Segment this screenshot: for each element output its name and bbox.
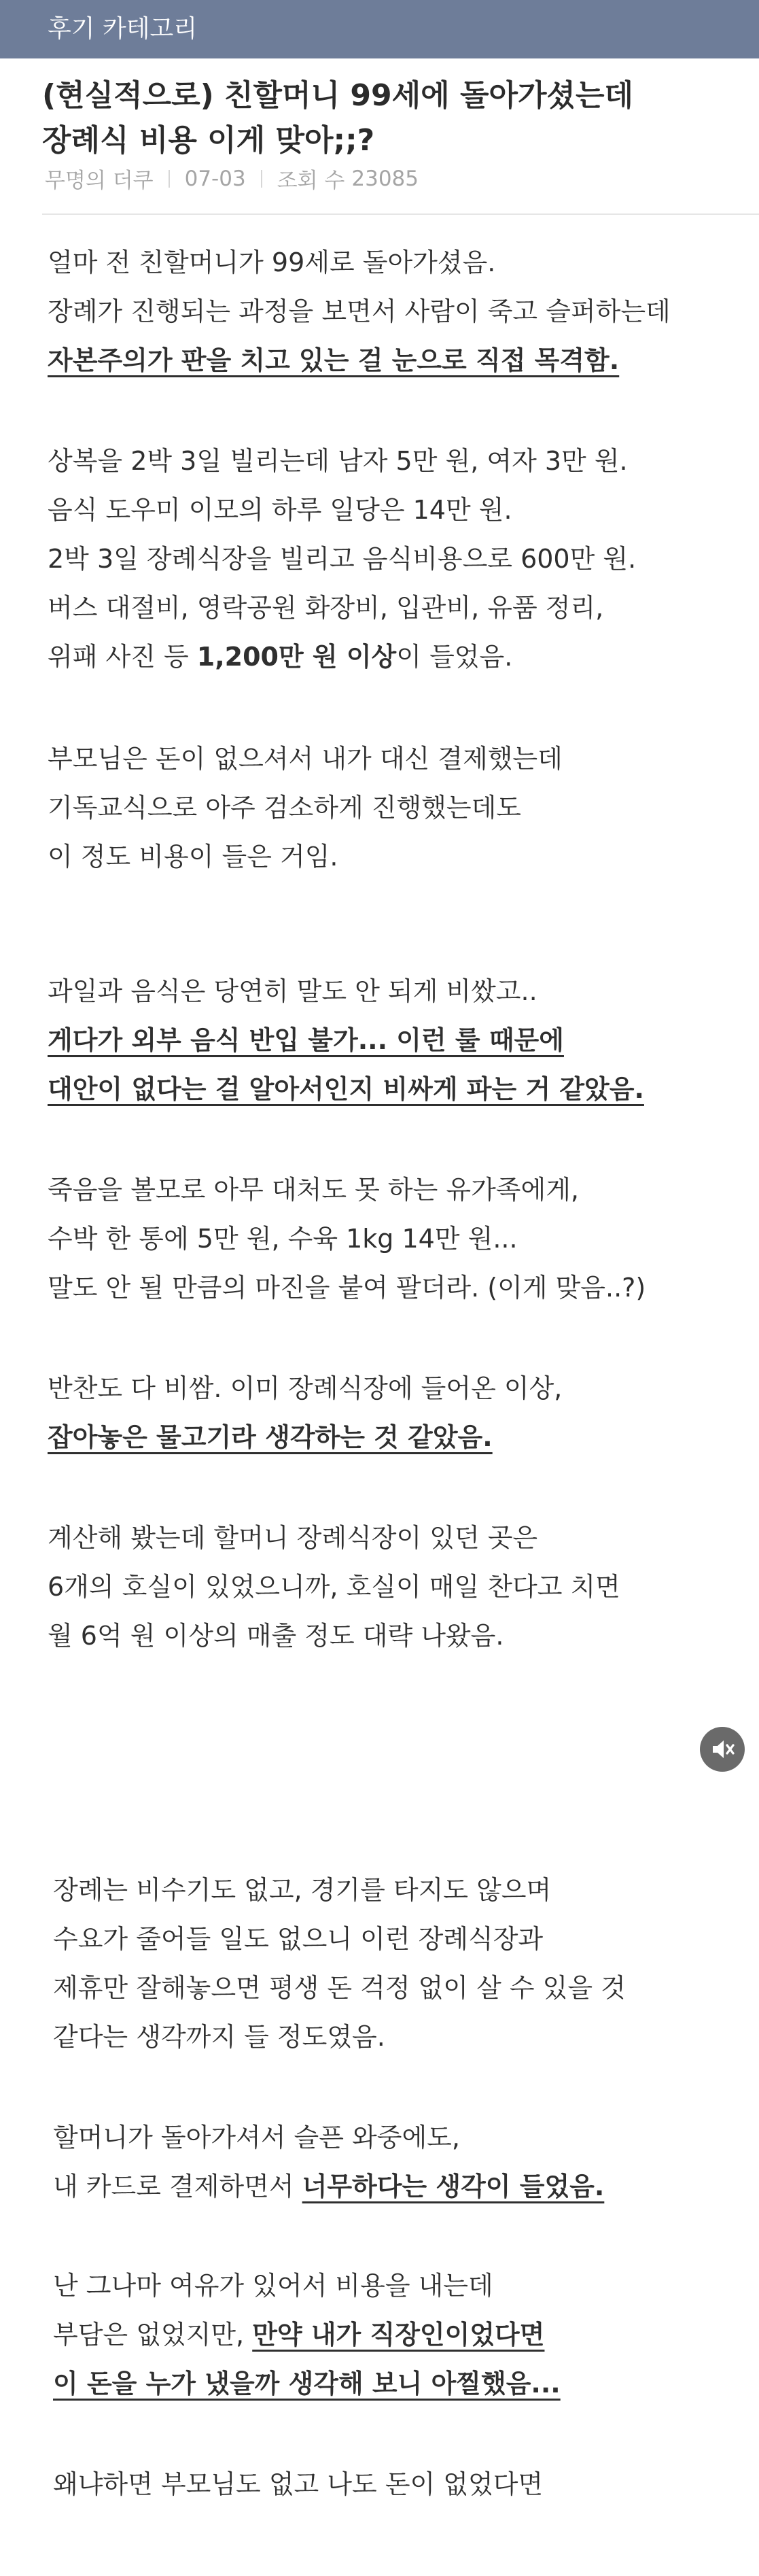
post-title bbox=[42, 73, 735, 163]
post-title-line: (현실적으로) 친할머니 99세에 돌아가셨는데 bbox=[42, 78, 633, 113]
body-line: 얼마 전 친할머니가 99세로 돌아가셨음. bbox=[48, 247, 496, 277]
body-line: 기독교식으로 아주 검소하게 진행했는데도 bbox=[48, 793, 521, 823]
body-line bbox=[53, 2167, 604, 2205]
body-line: 왜냐하면 부모님도 없고 나도 돈이 없었다면 bbox=[53, 2469, 544, 2499]
body-line: 반찬도 다 비쌈. 이미 장례식장에 들어온 이상, bbox=[48, 1373, 563, 1403]
body-line: 제휴만 잘해놓으면 평생 돈 걱정 없이 살 수 있을 것 bbox=[53, 1973, 626, 2003]
body-line: 과일과 음식은 당연히 말도 안 되게 비쌌고.. bbox=[48, 976, 537, 1006]
body-line: 계산해 봤는데 할머니 장례식장이 있던 곳은 bbox=[48, 1523, 538, 1553]
emphasis-line: 게다가 외부 음식 반입 불가... 이런 룰 때문에 bbox=[48, 1025, 564, 1055]
post-date: 07-03 bbox=[184, 166, 246, 191]
body-line: 난 그나마 여유가 있어서 비용을 내는데 bbox=[53, 2271, 493, 2301]
body-line: 같다는 생각까지 들 정도였음. bbox=[53, 2022, 385, 2052]
body-line: 2박 3일 장례식장을 빌리고 음식비용으로 600만 원. bbox=[48, 544, 637, 574]
body-line: 버스 대절비, 영락공원 화장비, 입관비, 유품 정리, bbox=[48, 593, 604, 623]
body-line: 음식 도우미 이모의 하루 일당은 14만 원. bbox=[48, 495, 512, 525]
body-line: 장례가 진행되는 과정을 보면서 사람이 죽고 슬퍼하는데 bbox=[48, 296, 671, 326]
meta-divider bbox=[169, 170, 170, 188]
emphasis-text: 만약 내가 직장인이었다면 bbox=[252, 2320, 545, 2350]
body-line: 말도 안 될 만큼의 마진을 붙여 팔더라. (이게 맞음..?) bbox=[48, 1273, 646, 1303]
meta-divider bbox=[261, 170, 262, 188]
body-text: 이 들었음. bbox=[396, 642, 513, 672]
body-line: 6개의 호실이 있었으니까, 호실이 매일 찬다고 치면 bbox=[48, 1572, 620, 1602]
body-line: 상복을 2박 3일 빌리는데 남자 5만 원, 여자 3만 원. bbox=[48, 446, 628, 476]
post-title-line: 장례식 비용 이게 맞아;;? bbox=[42, 123, 375, 158]
emphasis-line: 대안이 없다는 걸 알아서인지 비싸게 파는 거 같았음. bbox=[48, 1074, 644, 1104]
speaker-muted-icon bbox=[709, 1736, 736, 1763]
body-text: 위패 사진 등 bbox=[48, 642, 197, 672]
body-text: 부담은 없었지만, bbox=[53, 2320, 253, 2350]
body-text: 내 카드로 결제하면서 bbox=[53, 2171, 302, 2201]
emphasis-text: 너무하다는 생각이 들었음. bbox=[302, 2171, 605, 2201]
views-count: 23085 bbox=[351, 166, 419, 191]
body-line: 할머니가 돌아가셔서 슬픈 와중에도, bbox=[53, 2123, 460, 2152]
body-line: 죽음을 볼모로 아무 대처도 못 하는 유가족에게, bbox=[48, 1175, 580, 1205]
emphasis-line: 자본주의가 판을 치고 있는 걸 눈으로 직접 목격함. bbox=[48, 345, 620, 375]
body-line: 이 정도 비용이 들은 거임. bbox=[48, 842, 338, 872]
mute-toggle-button[interactable] bbox=[700, 1727, 745, 1772]
body-line: 장례는 비수기도 없고, 경기를 타지도 않으며 bbox=[53, 1875, 552, 1905]
body-line bbox=[48, 638, 512, 676]
category-bar[interactable] bbox=[0, 0, 759, 58]
body-line: 부모님은 돈이 없으셔서 내가 대신 결제했는데 bbox=[48, 744, 563, 774]
category-label[interactable]: 후기 카테고리 bbox=[48, 15, 198, 43]
body-line: 월 6억 원 이상의 매출 정도 대략 나왔음. bbox=[48, 1621, 504, 1651]
header-divider bbox=[42, 213, 759, 215]
emphasis-line: 이 돈을 누가 냈을까 생각해 보니 아찔했음... bbox=[53, 2369, 561, 2399]
body-line: 수요가 줄어들 일도 없으니 이런 장례식장과 bbox=[53, 1924, 544, 1954]
views-label: 조회 수 bbox=[277, 169, 345, 193]
body-line bbox=[53, 2316, 544, 2354]
post-meta bbox=[45, 163, 419, 194]
emphasis-line: 잡아놓은 물고기라 생각하는 것 같았음. bbox=[48, 1422, 493, 1452]
cost-highlight: 1,200만 원 이상 bbox=[196, 642, 397, 672]
author-name[interactable]: 무명의 더쿠 bbox=[45, 169, 154, 193]
body-line: 수박 한 통에 5만 원, 수육 1kg 14만 원... bbox=[48, 1224, 518, 1254]
